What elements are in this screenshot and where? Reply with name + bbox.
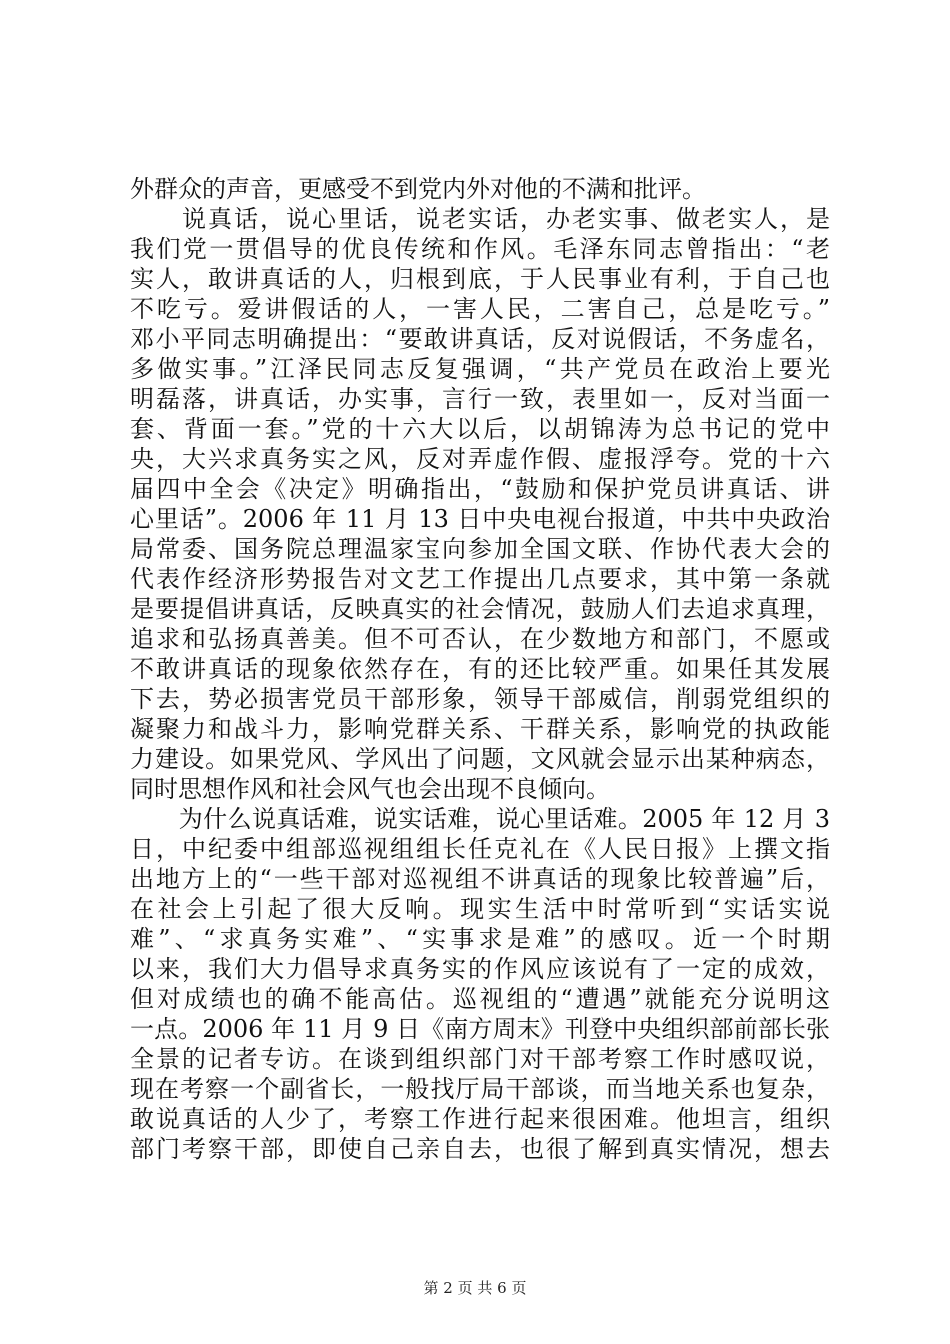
text-line: 实人，敢讲真话的人，归根到底，于人民事业有利，于自己也 <box>130 265 830 293</box>
text-line: 邓小平同志明确提出：“要敢讲真话，反对说假话，不务虚名， <box>130 325 830 353</box>
text-line: 不吃亏。爱讲假话的人，一害人民，二害自己，总是吃亏。” <box>130 295 830 323</box>
text-line: 届四中全会《决定》明确指出，“鼓励和保护党员讲真话、讲 <box>130 475 830 503</box>
text-line: 局常委、国务院总理温家宝向参加全国文联、作协代表大会的 <box>130 535 830 563</box>
text-line: 力建设。如果党风、学风出了问题，文风就会显示出某种病态， <box>130 745 830 773</box>
text-line: 说真话，说心里话，说老实话，办老实事、做老实人，是 <box>130 205 830 233</box>
text-line: 同时思想作风和社会风气也会出现不良倾向。 <box>130 775 610 803</box>
page-footer: 第 2 页 共 6 页 <box>423 1279 527 1297</box>
text-line: 心里话”。2006 年 11 月 13 日中央电视台报道，中共中央政治 <box>130 505 830 533</box>
text-line: 一点。2006 年 11 月 9 日《南方周末》刊登中央组织部前部长张 <box>130 1015 830 1043</box>
text-line: 全景的记者专访。在谈到组织部门对干部考察工作时感叹说， <box>130 1045 830 1073</box>
text-line: 出地方上的“一些干部对巡视组不讲真话的现象比较普遍”后， <box>130 865 830 893</box>
text-line: 不敢讲真话的现象依然存在，有的还比较严重。如果任其发展 <box>130 655 830 683</box>
text-line: 多做实事。”江泽民同志反复强调，“共产党员在政治上要光 <box>130 355 830 383</box>
text-line: 追求和弘扬真善美。但不可否认，在少数地方和部门，不愿或 <box>130 625 830 653</box>
text-line: 在社会上引起了很大反响。现实生活中时常听到“实话实说 <box>130 895 830 923</box>
text-line: 现在考察一个副省长，一般找厅局干部谈，而当地关系也复杂， <box>130 1075 830 1103</box>
text-line: 央，大兴求真务实之风，反对弄虚作假、虚报浮夸。党的十六 <box>130 445 830 473</box>
text-line: 下去，势必损害党员干部形象，领导干部威信，削弱党组织的 <box>130 685 830 713</box>
text-line: 代表作经济形势报告对文艺工作提出几点要求，其中第一条就 <box>130 565 830 593</box>
text-line: 外群众的声音，更感受不到党内外对他的不满和批评。 <box>130 175 706 203</box>
body-text <box>130 174 830 1164</box>
text-line: 敢说真话的人少了，考察工作进行起来很困难。他坦言，组织 <box>130 1105 830 1133</box>
text-line: 为什么说真话难，说实话难，说心里话难。2005 年 12 月 3 <box>130 805 830 833</box>
text-line: 是要提倡讲真话，反映真实的社会情况，鼓励人们去追求真理， <box>130 595 830 623</box>
text-line: 难”、“求真务实难”、“实事求是难”的感叹。近一个时期 <box>130 925 830 953</box>
text-line: 明磊落，讲真话，办实事，言行一致，表里如一，反对当面一 <box>130 385 830 413</box>
text-line: 以来，我们大力倡导求真务实的作风应该说有了一定的成效， <box>130 955 830 983</box>
text-line: 套、背面一套。”党的十六大以后，以胡锦涛为总书记的党中 <box>130 415 830 443</box>
text-line: 但对成绩也的确不能高估。巡视组的“遭遇”就能充分说明这 <box>130 985 830 1013</box>
text-line: 凝聚力和战斗力，影响党群关系、干群关系，影响党的执政能 <box>130 715 830 743</box>
text-line: 日，中纪委中组部巡视组组长任克礼在《人民日报》上撰文指 <box>130 835 830 863</box>
text-line: 我们党一贯倡导的优良传统和作风。毛泽东同志曾指出：“老 <box>130 235 830 263</box>
text-line: 部门考察干部，即使自己亲自去，也很了解到真实情况，想去 <box>130 1135 830 1163</box>
